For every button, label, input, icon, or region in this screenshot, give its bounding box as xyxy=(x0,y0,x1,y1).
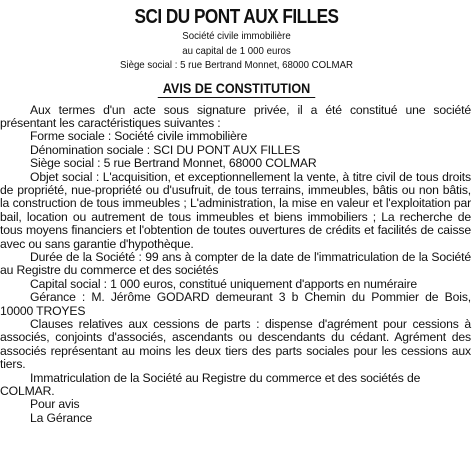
paragraph-forme: Forme sociale : Société civile immobilière xyxy=(30,129,248,144)
paragraph-gerance: Gérance : M. Jérôme GODARD demeurant 3 b Chemin du Pommier de Bois, 10000 TROYES xyxy=(0,290,471,318)
paragraph-pour-avis: Pour avis xyxy=(30,397,80,412)
paragraph-immatriculation: Immatriculation de la Société au Registre du commerce et des sociétés de COLMAR. xyxy=(0,370,421,399)
signature: La Gérance xyxy=(30,410,93,425)
section-title xyxy=(24,80,450,98)
registered-office-line: Siège social : 5 rue Bertrand Monnet, 68000 COLMAR xyxy=(119,59,354,71)
paragraph-denomination: Dénomination sociale : SCI DU PONT AUX FILLES xyxy=(30,142,301,157)
notice-body xyxy=(0,104,473,426)
section-title-text: AVIS DE CONSTITUTION xyxy=(157,80,315,98)
paragraph-intro: Aux termes d'un acte sous signature privée, il a été constitué une société présentant les caractéristiques suivantes : xyxy=(0,102,471,130)
company-name: SCI DU PONT AUX FILLES xyxy=(134,6,339,28)
legal-form-line: Société civile immobilière xyxy=(182,30,291,42)
paragraph-clauses: Clauses relatives aux cessions de parts : dispense d'agrément pour cessions à associés, conjoints d'associés, ascendants ou descendants du cédant. Agrément des associés représentant au moins les deux tiers des parts sociales pour les cessions aux tiers. xyxy=(0,317,471,372)
paragraph-objet: Objet social : L'acquisition, et exceptionnellement la vente, à titre civil de tous droits de propriété, nue-propriété ou d'usufruit, de tous terrains, immeubles, bâtis ou non bâtis, la construction de tous immeubles ; L'administration, la mise en valeur et l'exploitation par bail, location ou autrement de tous immeubles et biens immobiliers ; La recherche de tous moyens financiers et l'obtention de toutes ouvertures de crédits et facilités de caisse avec ou sans garantie d'hypothèque. xyxy=(0,169,471,251)
paragraph-duree: Durée de la Société : 99 ans à compter de la date de l'immatriculation de la Société au Registre du commerce et des sociétés xyxy=(0,249,471,278)
paragraph-capital: Capital social : 1 000 euros, constitué uniquement d'apports en numéraire xyxy=(30,276,418,291)
capital-line: au capital de 1 000 euros xyxy=(182,44,291,57)
paragraph-siege: Siège social : 5 rue Bertrand Monnet, 68000 COLMAR xyxy=(30,156,317,171)
